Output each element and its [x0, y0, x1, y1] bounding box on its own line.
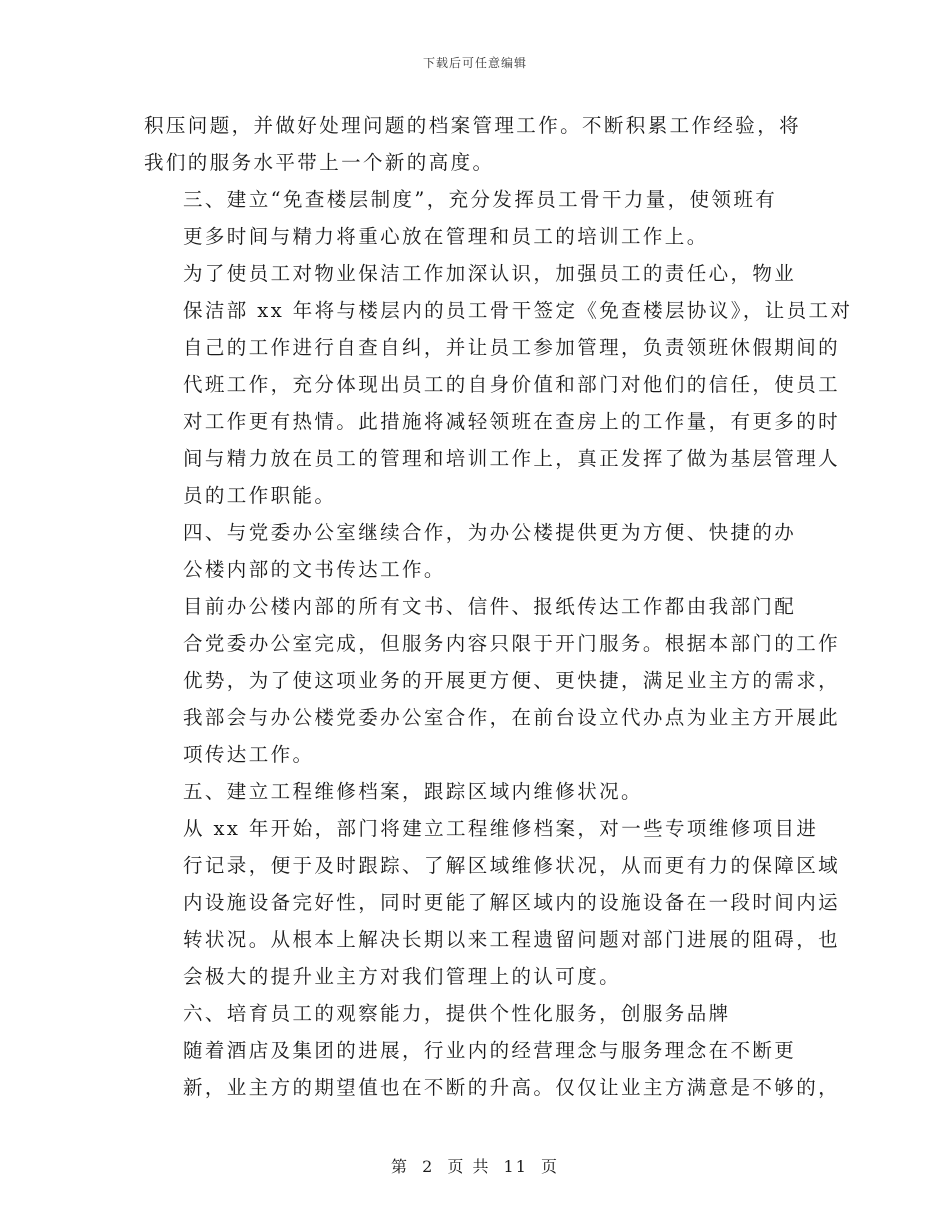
text-line: 合党委办公室完成，但服务内容只限于开门服务。根据本部门的工作: [183, 632, 841, 655]
text-line: 保洁部 xx 年将与楼层内的员工骨干签定《免查楼层协议》，让员工对: [183, 299, 853, 322]
text-line: 我们的服务水平带上一个新的高度。: [144, 151, 495, 174]
text-line: 目前办公楼内部的所有文书、信件、报纸传达工作都由我部门配: [183, 595, 797, 618]
text-line: 三、建立“免查楼层制度”，充分发挥员工骨干力量，使领班有: [183, 188, 778, 211]
document-body: [144, 107, 853, 1106]
paragraph: [144, 181, 809, 255]
paragraph: [144, 255, 853, 514]
paragraph: [144, 773, 809, 810]
paragraph: [144, 995, 809, 1032]
paragraph: [144, 514, 809, 588]
text-line: 间与精力放在员工的管理和培训工作上，真正发挥了做为基层管理人: [183, 447, 841, 470]
text-line: 会极大的提升业主方对我们管理上的认可度。: [183, 965, 622, 988]
page-footer: [0, 1154, 950, 1177]
text-line: 行记录，便于及时跟踪、了解区域维修状况，从而更有力的保障区域: [183, 854, 841, 877]
text-line: 随着酒店及集团的进展，行业内的经营理念与服务理念在不断更: [183, 1039, 797, 1062]
text-line: 积压问题，并做好处理问题的档案管理工作。不断积累工作经验，将: [144, 114, 802, 137]
text-line: 转状况。从根本上解决长期以来工程遗留问题对部门进展的阻碍，也: [183, 928, 841, 951]
paragraph: [144, 588, 841, 773]
text-line: 公楼内部的文书传达工作。: [183, 558, 446, 581]
page-header: 下载后可任意编辑: [422, 56, 527, 70]
text-line: 员的工作职能。: [183, 484, 337, 507]
paragraph: [144, 107, 809, 181]
text-line: 四、与党委办公室继续合作，为办公楼提供更为方便、快捷的办: [183, 521, 797, 544]
text-line: 为了使员工对物业保洁工作加深认识，加强员工的责任心，物业: [183, 262, 797, 285]
paragraph: [144, 1032, 841, 1106]
footer-total-pages: 11: [503, 1157, 528, 1176]
text-line: 优势，为了使这项业务的开展更方便、更快捷，满足业主方的需求，: [183, 669, 841, 692]
footer-page-number: 2: [422, 1157, 435, 1176]
text-line: 自己的工作进行自查自纠，并让员工参加管理，负责领班休假期间的: [183, 336, 841, 359]
footer-prefix: 第: [390, 1157, 409, 1176]
text-line: 新，业主方的期望值也在不断的升高。仅仅让业主方满意是不够的，: [183, 1076, 841, 1099]
footer-suffix: 页: [541, 1157, 560, 1176]
text-line: 内设施设备完好性，同时更能了解区域内的设施设备在一段时间内运: [183, 891, 841, 914]
text-line: 更多时间与精力将重心放在管理和员工的培训工作上。: [183, 225, 709, 248]
text-line: 六、培育员工的观察能力，提供个性化服务，创服务品牌: [183, 1002, 731, 1025]
text-line: 五、建立工程维修档案，跟踪区域内维修状况。: [183, 780, 643, 803]
paragraph: [144, 810, 841, 995]
text-line: 项传达工作。: [183, 743, 315, 766]
text-line: 我部会与办公楼党委办公室合作，在前台设立代办点为业主方开展此: [183, 706, 841, 729]
text-line: 从 xx 年开始，部门将建立工程维修档案，对一些专项维修项目进: [183, 817, 819, 840]
footer-middle: 页 共: [447, 1157, 491, 1176]
text-line: 对工作更有热情。此措施将减轻领班在查房上的工作量，有更多的时: [183, 410, 841, 433]
text-line: 代班工作，充分体现出员工的自身价值和部门对他们的信任，使员工: [183, 373, 841, 396]
